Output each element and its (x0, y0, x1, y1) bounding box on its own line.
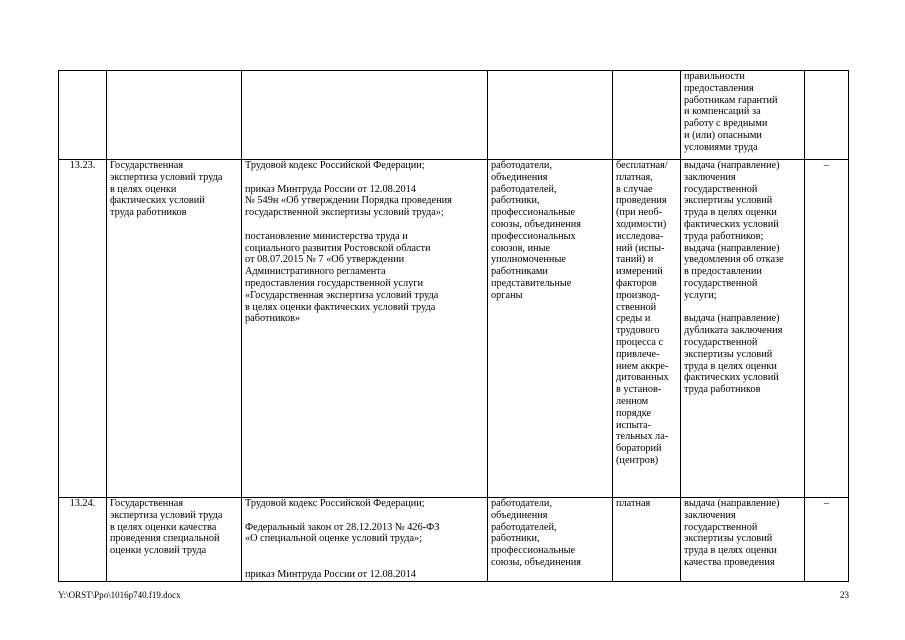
cell-fee (613, 71, 681, 160)
cell-applicants: работодатели, объединения работодателей, работники, профессиональные союзы, объединения (488, 498, 613, 582)
cell-legal-basis (242, 71, 488, 160)
page-number: 23 (840, 590, 849, 600)
cell-extra (805, 71, 849, 160)
services-table (58, 70, 849, 582)
cell-extra: – (805, 498, 849, 582)
cell-legal-basis: Трудовой кодекс Российской Федерации; Федеральный закон от 28.12.2013 № 426-ФЗ «О специальной оценке условий труда»; приказ Минтруда России от 12.08.2014 (242, 498, 488, 582)
cell-service-name: Государственная экспертиза условий труда в целях оценки фактических условий труда работников (107, 160, 242, 498)
footer-file-path: Y:\ORST\Ppo\1016p740.f19.docx (58, 590, 181, 600)
cell-number (59, 71, 107, 160)
cell-fee: бесплатная/ платная, в случае проведения (при необ- ходимости) исследова- ний (испы- таний) и измерений факторов производ- ственной среды и трудового процесса с привлече- нием аккре- дитованных в установ- ленном порядке испыта- тельных ла- бораторий (центров) (613, 160, 681, 498)
cell-applicants (488, 71, 613, 160)
cell-extra: – (805, 160, 849, 498)
cell-result: выдача (направление) заключения государственной экспертизы условий труда в целях оценки качества проведения (681, 498, 805, 582)
cell-applicants: работодатели, объединения работодателей, работники, профессиональные союзы, объединения профессиональных союзов, иные уполномоченные работниками представительные органы (488, 160, 613, 498)
cell-number: 13.23. (59, 160, 107, 498)
cell-legal-basis: Трудовой кодекс Российской Федерации; приказ Минтруда России от 12.08.2014 № 549н «Об утверждении Порядка проведения государственной экспертизы условий труда»; постановление министерства труда и социального развития Ростовской области от 08.07.2015 № 7 «Об утверждении Административного регламента предоставления государственной услуги «Государственная экспертиза условий труда в целях оценки фактических условий труда работников» (242, 160, 488, 498)
table-row (59, 498, 849, 582)
table-row (59, 71, 849, 160)
cell-number: 13.24. (59, 498, 107, 582)
cell-fee: платная (613, 498, 681, 582)
cell-result: правильности предоставления работникам гарантий и компенсаций за работу с вредными и (или) опасными условиями труда (681, 71, 805, 160)
cell-service-name (107, 71, 242, 160)
table-row (59, 160, 849, 498)
cell-service-name: Государственная экспертиза условий труда в целях оценки качества проведения специальной оценки условий труда (107, 498, 242, 582)
cell-result: выдача (направление) заключения государственной экспертизы условий труда в целях оценки фактических условий труда работников; выдача (направление) уведомления об отказе в предоставлении государственной услуги; выдача (направление) дубликата заключения государственной экспертизы условий труда в целях оценки фактических условий труда работников (681, 160, 805, 498)
